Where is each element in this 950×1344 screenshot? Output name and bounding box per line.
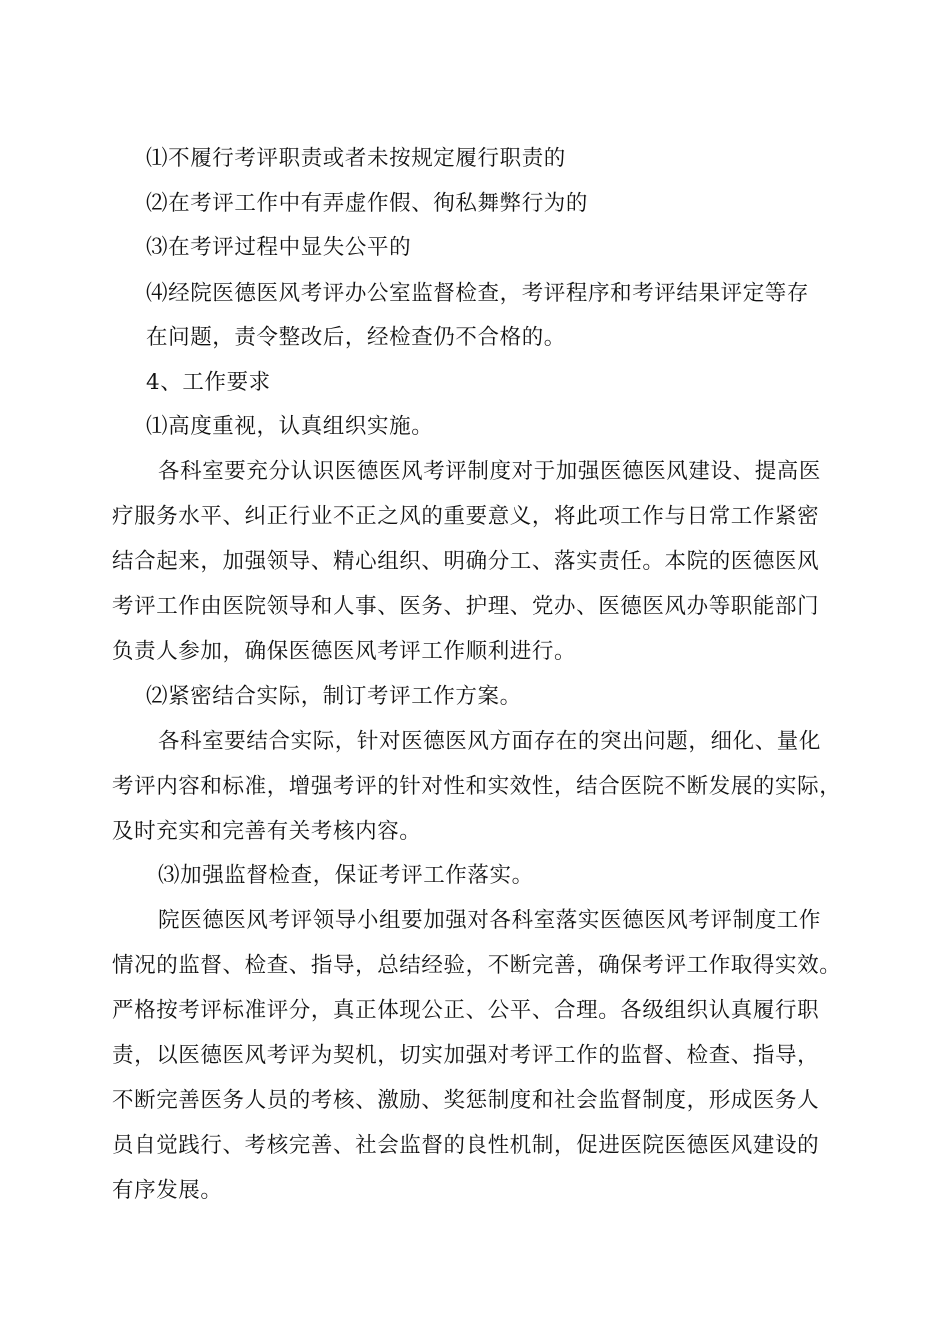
- violation-item-2: ⑵在考评工作中有弄虚作假、徇私舞弊行为的: [146, 191, 589, 216]
- paragraph-line: 严格按考评标准评分，真正体现公正、公平、合理。各级组织认真履行职: [112, 998, 820, 1023]
- paragraph-line: 有序发展。: [112, 1178, 223, 1203]
- paragraph-line: 员自觉践行、考核完善、社会监督的良性机制，促进医院医德医风建设的: [112, 1133, 820, 1158]
- violation-item-3: ⑶在考评过程中显失公平的: [146, 235, 412, 260]
- violation-item-1: ⑴不履行考评职责或者未按规定履行职责的: [146, 146, 566, 171]
- paragraph-line: 及时充实和完善有关考核内容。: [112, 819, 422, 844]
- paragraph-line: 责，以医德医风考评为契机，切实加强对考评工作的监督、检查、指导，: [112, 1043, 820, 1068]
- requirement-2-heading: ⑵紧密结合实际，制订考评工作方案。: [146, 684, 522, 709]
- requirement-3-heading: ⑶加强监督检查，保证考评工作落实。: [158, 863, 534, 888]
- paragraph-line: 考评工作由医院领导和人事、医务、护理、党办、医德医风办等职能部门: [112, 594, 820, 619]
- paragraph-line: 情况的监督、检查、指导，总结经验，不断完善，确保考评工作取得实效。: [112, 953, 842, 978]
- paragraph-line: 负责人参加，确保医德医风考评工作顺利进行。: [112, 639, 577, 664]
- paragraph-line: 不断完善医务人员的考核、激励、奖惩制度和社会监督制度，形成医务人: [112, 1088, 820, 1113]
- paragraph-line: 结合起来，加强领导、精心组织、明确分工、落实责任。本院的医德医风: [112, 549, 820, 574]
- paragraph-line: 各科室要充分认识医德医风考评制度对于加强医德医风建设、提高医: [158, 459, 822, 484]
- paragraph-line: 各科室要结合实际，针对医德医风方面存在的突出问题，细化、量化: [158, 729, 822, 754]
- requirement-1-heading: ⑴高度重视，认真组织实施。: [146, 414, 434, 439]
- section-heading: 4、工作要求: [146, 370, 271, 395]
- violation-item-4-line-1: ⑷经院医德医风考评办公室监督检查，考评程序和考评结果评定等存: [146, 281, 810, 306]
- paragraph-line: 院医德医风考评领导小组要加强对各科室落实医德医风考评制度工作: [158, 908, 822, 933]
- paragraph-line: 考评内容和标准，增强考评的针对性和实效性，结合医院不断发展的实际，: [112, 774, 842, 799]
- paragraph-line: 疗服务水平、纠正行业不正之风的重要意义，将此项工作与日常工作紧密: [112, 504, 820, 529]
- violation-item-4-line-2: 在问题，责令整改后，经检查仍不合格的。: [146, 325, 566, 350]
